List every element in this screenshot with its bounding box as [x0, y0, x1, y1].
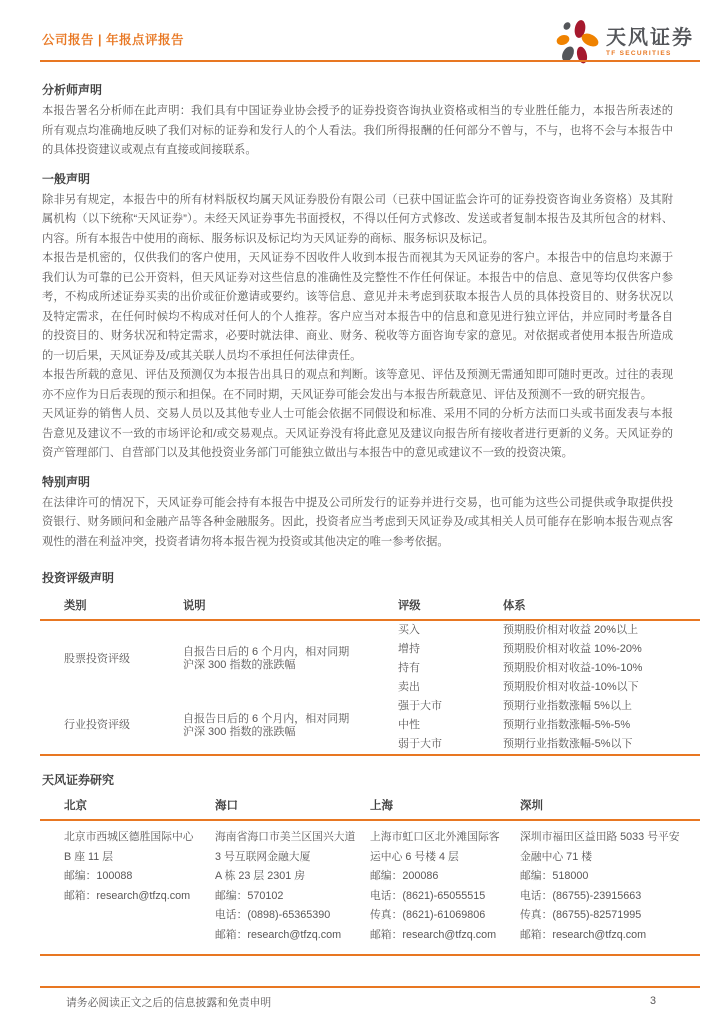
office-line: 上海市虹口区北外滩国际客运中心 6 号楼 4 层: [370, 831, 500, 863]
rating-description-industry: 自报告日后的 6 个月内，相对同期沪深 300 指数的涨跌幅: [183, 712, 350, 738]
rating-header-description: 说明: [183, 593, 398, 620]
office-column-shanghai: [370, 828, 520, 945]
office-line: 邮编：570102: [215, 889, 284, 902]
general-statement-paragraph: 除非另有规定，本报告中的所有材料版权均属天风证券股份有限公司（已获中国证监会许可的证券投资咨询业务资格）及其附属机构（以下统称“天风证券”）。未经天风证券事先书面授权，不得以任何方式修改、发送或者复制本报告及其所包含的材料、内容。所有本报告中使用的商标、服务标识及标记均为天风证券的商标、服务标识及标记。: [42, 193, 673, 245]
office-line: 邮箱：research@tfzq.com: [370, 928, 497, 941]
report-category: 公司报告 | 年报点评报告: [42, 33, 184, 47]
brand-name: 天风证券: [606, 27, 694, 49]
section-general-statement: [42, 171, 673, 464]
office-line: 邮箱：research@tfzq.com: [520, 928, 647, 941]
office-line: 电话：(8621)-65055515: [370, 889, 486, 902]
rating-category-stock: 股票投资评级: [64, 652, 130, 665]
rating-system: 预期股价相对收益-10%以下: [503, 681, 639, 693]
rating-system: 预期股价相对收益-10%-10%: [503, 662, 643, 674]
office-column-haikou: [215, 828, 370, 945]
rating-statement-title: 投资评级声明: [42, 571, 115, 585]
office-line: B 座 11 层: [64, 850, 114, 863]
office-line: 传真：(86755)-82571995: [520, 909, 642, 921]
office-line: 电话：(86755)-23915663: [520, 889, 642, 902]
brand-text: [606, 27, 694, 57]
office-line: 北京市西城区德胜国际中心: [64, 831, 194, 843]
table-row: [40, 697, 700, 716]
general-statement-paragraph: 本报告是机密的，仅供我们的客户使用，天风证券不因收件人收到本报告而视其为天风证券的客户。本报告中的信息均来源于我们认为可靠的已公开资料，但天风证券对这些信息的准确性及完整性不作任何保证。本报告中的信息、意见等均仅供客户参考，不构成所述证券买卖的出价或征价邀请或要约。该等信息、意见并未考虑到获取本报告人员的具体投资目的、财务状况以及特定需求，在任何时候均不构成对任何人的个人推荐。客户应当对本报告中的信息和意见进行独立评估，并应同时考量各自的投资目的、财务状况和特定需求，必要时就法律、商业、财务、税收等方面咨询专家的意见。对依据或者使用本报告所造成的一切后果，天风证券及/或其关联人员均不承担任何法律责任。: [42, 252, 673, 362]
rating-system: 预期行业指数涨幅-5%以下: [503, 738, 633, 750]
office-line: 邮编：200086: [370, 870, 439, 882]
office-body-row: [40, 821, 700, 956]
office-city-beijing: 北京: [64, 800, 87, 812]
office-line: 邮编：100088: [64, 870, 133, 882]
general-statement-paragraph: 天风证券的销售人员、交易人员以及其他专业人士可能会依据不同假设和标准、采用不同的分析方法而口头或书面发表与本报告意见及建议不一致的市场评论和/或交易观点。天风证券没有将此意见及建议向报告所有接收者进行更新的义务。天风证券的资产管理部门、自营部门以及其他投资业务部门可能独立做出与本报告中的意见或建议不一致的投资决策。: [42, 408, 673, 459]
rating-label: 卖出: [398, 681, 420, 693]
special-statement-title: 特别声明: [42, 474, 91, 489]
office-line: 海南省海口市美兰区国兴大道 3 号互联网金融大厦: [215, 831, 356, 863]
brand-logo: [555, 18, 694, 66]
rating-label: 中性: [398, 719, 420, 731]
header-rule: [40, 60, 700, 62]
rating-label: 弱于大市: [398, 738, 442, 750]
footer-disclaimer-note: 请务必阅读正文之后的信息披露和免责申明: [66, 997, 272, 1009]
rating-system: 预期行业指数涨幅 5%以上: [503, 700, 632, 712]
office-line: 电话：(0898)-65365390: [215, 909, 331, 921]
office-header-row: [40, 797, 700, 821]
rating-label: 买入: [398, 624, 420, 636]
research-title: 天风证券研究: [42, 773, 115, 787]
office-line: 邮编：518000: [520, 870, 589, 882]
section-rating-statement: [40, 570, 700, 756]
office-line: A 栋 23 层 2301 房: [215, 870, 306, 882]
rating-label: 持有: [398, 662, 420, 674]
rating-description-stock: 自报告日后的 6 个月内，相对同期沪深 300 指数的涨跌幅: [183, 646, 350, 671]
section-research-offices: [40, 772, 700, 956]
rating-system: 预期行业指数涨幅-5%-5%: [503, 719, 631, 731]
office-line: 传真：(8621)-61069806: [370, 909, 486, 921]
office-city-shanghai: 上海: [370, 800, 393, 812]
office-column-shenzhen: [520, 828, 700, 945]
page-header: [0, 0, 724, 62]
page-footer: [40, 986, 700, 1010]
office-city-shenzhen: 深圳: [520, 800, 543, 812]
footer-row: [40, 988, 700, 1010]
rating-category-industry: 行业投资评级: [64, 719, 130, 731]
page-number: 3: [649, 995, 656, 1007]
office-line: 邮箱：research@tfzq.com: [215, 928, 342, 941]
rating-label: 增持: [398, 643, 420, 655]
brand-subtitle: TF SECURITIES: [606, 50, 672, 57]
rating-header-system: 体系: [503, 593, 700, 620]
analyst-statement-title: 分析师声明: [42, 83, 103, 97]
table-row: [40, 620, 700, 640]
rating-table: [40, 593, 700, 756]
rating-header-category: 类别: [40, 593, 183, 620]
rating-header-rating: 评级: [398, 593, 503, 620]
office-column-beijing: [64, 828, 215, 945]
rating-system: 预期股价相对收益 20%以上: [503, 624, 639, 636]
office-city-haikou: 海口: [215, 800, 238, 812]
rating-table-header-row: [40, 593, 700, 620]
special-statement-body: 在法律许可的情况下，天风证券可能会持有本报告中提及公司所发行的证券并进行交易，也可能为这些公司提供或争取提供投资银行、财务顾问和金融产品等各种金融服务。因此，投资者应当考虑到天风证券及/或其相关人员可能存在影响本报告观点客观性的潜在利益冲突，投资者请勿将本报告视为投资或其他决定的唯一参考依据。: [42, 496, 673, 548]
general-statement-paragraph: 本报告所载的意见、评估及预测仅为本报告出具日的观点和判断。该等意见、评估及预测无需通知即可随时更改。过往的表现亦不应作为日后表现的预示和担保。在不同时期，天风证券可能会发出与本报告所载意见、评估及预测不一致的研究报告。: [42, 369, 673, 401]
office-line: 深圳市福田区益田路 5033 号平安金融中心 71 楼: [520, 831, 680, 863]
flower-logo-icon: [555, 18, 601, 66]
section-special-statement: [42, 474, 673, 553]
section-analyst-statement: [42, 82, 673, 161]
office-line: 邮箱：research@tfzq.com: [64, 889, 191, 902]
rating-label: 强于大市: [398, 700, 442, 712]
general-statement-title: 一般声明: [42, 171, 91, 186]
rating-system: 预期股价相对收益 10%-20%: [503, 643, 642, 655]
analyst-statement-body: 本报告署名分析师在此声明：我们具有中国证券业协会授予的证券投资咨询执业资格或相当的专业胜任能力，本报告所表述的所有观点均准确地反映了我们对标的证券和发行人的个人看法。我们所得报酬的任何部分不曾与，不与，也将不会与本报告中的具体投资建议或观点有直接或间接联系。: [42, 105, 673, 156]
